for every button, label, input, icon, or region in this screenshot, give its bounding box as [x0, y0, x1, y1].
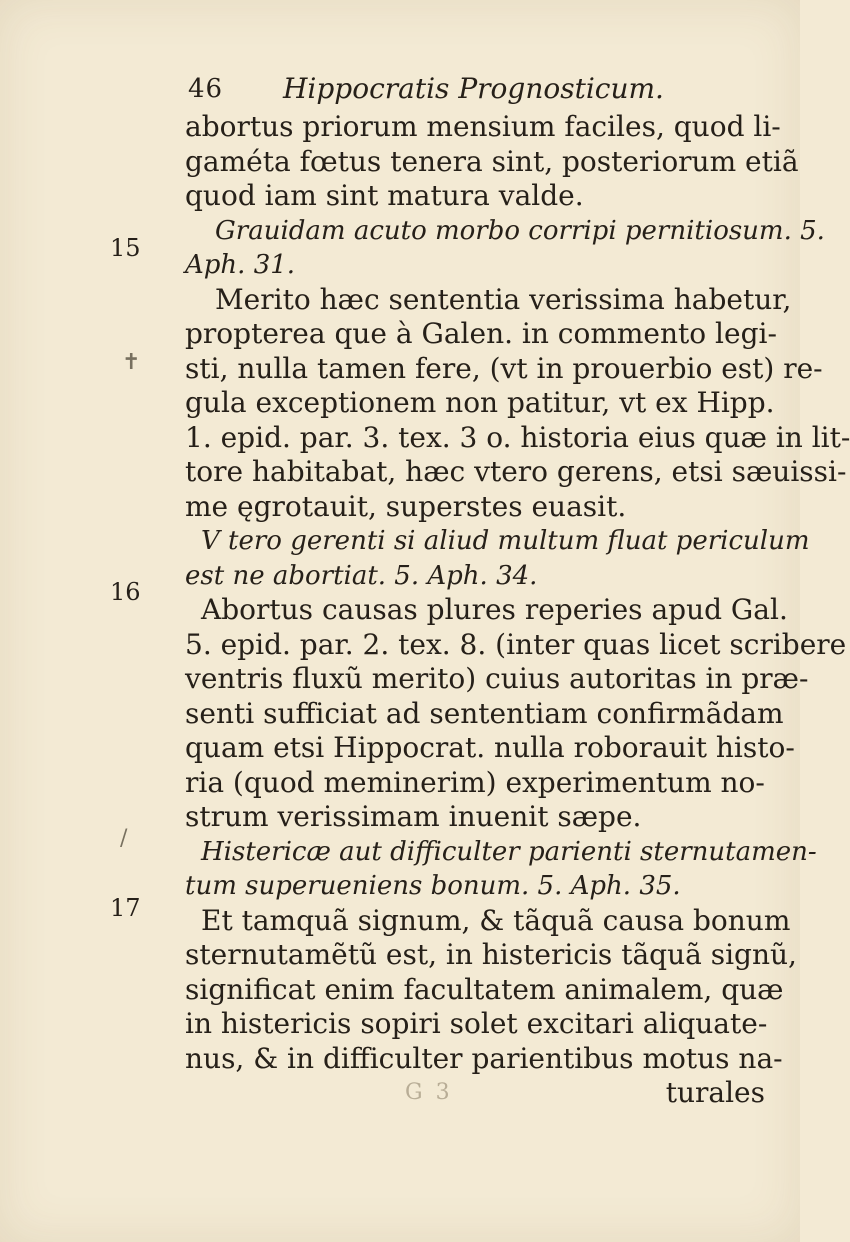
signature-mark: G 3	[405, 1080, 453, 1105]
footer-line	[185, 1076, 765, 1111]
running-head: Hippocratis Prognosticum.	[283, 72, 664, 105]
text-line: quod iam sint matura valde.	[185, 179, 584, 212]
aphorism-line: Aph. 31.	[185, 250, 296, 280]
margin-number-16: 16	[110, 578, 141, 606]
aphorism-line: Grauidam acuto morbo corripi pernitiosum. 5.	[215, 215, 825, 246]
catchword: turales	[665, 1076, 765, 1109]
aphorism-line: Histericæ aut difficulter parienti sternutamen-	[201, 836, 817, 867]
margin-tick-mark: /	[120, 826, 128, 851]
text-line: 5. epid. par. 2. tex. 8. (inter quas licet scribere	[185, 627, 847, 661]
text-line: Merito hæc sententia verissima habetur,	[215, 282, 792, 316]
text-line: ventris fluxũ merito) cuius autoritas in præ-	[185, 662, 809, 695]
text-line: propterea que à Galen. in commento legi-	[185, 317, 777, 350]
text-line: Et tamquã signum, & tãquã causa bonum	[201, 903, 791, 937]
text-line: me ęgrotauit, superstes euasit.	[185, 489, 627, 523]
text-line: sternutamẽtũ est, in histericis tãquã signũ,	[185, 938, 797, 971]
text-line: gula exceptionem non patitur, vt ex Hipp.	[185, 386, 775, 419]
margin-number-15: 15	[110, 234, 141, 262]
text-line: Abortus causas plures reperies apud Gal.	[201, 593, 788, 626]
page-header	[188, 72, 688, 112]
aphorism-line: est ne abortiat. 5. Aph. 34.	[185, 560, 538, 591]
margin-dagger-mark: ✝	[122, 350, 141, 375]
text-line: senti sufficiat ad sententiam confirmãdam	[185, 696, 784, 730]
text-line: quam etsi Hippocrat. nulla roborauit histo-	[185, 731, 795, 764]
aphorism-line: V tero gerenti si aliud multum fluat periculum	[201, 526, 810, 556]
text-line: tore habitabat, hæc vtero gerens, etsi sæuissi-	[185, 455, 847, 488]
text-block	[185, 110, 850, 1111]
text-line: significat enim facultatem animalem, quæ	[185, 972, 784, 1006]
aphorism-line: tum superueniens bonum. 5. Aph. 35.	[185, 871, 681, 901]
text-line: in histericis sopiri solet excitari aliquate-	[185, 1007, 768, 1040]
text-line: ria (quod meminerim) experimentum no-	[185, 765, 765, 799]
text-line: sti, nulla tamen fere, (vt in prouerbio est) re-	[185, 351, 823, 385]
text-line: 1. epid. par. 3. tex. 3 o. historia eius quæ in lit-	[185, 420, 850, 454]
page-number: 46	[188, 74, 224, 104]
text-line: gaméta fœtus tenera sint, posteriorum etiã	[185, 144, 799, 178]
text-line: strum verissimam inuenit sæpe.	[185, 800, 642, 833]
margin-number-17: 17	[110, 894, 141, 922]
text-line: abortus priorum mensium faciles, quod li-	[185, 110, 781, 143]
text-line: nus, & in difficulter parientibus motus na-	[185, 1041, 783, 1075]
